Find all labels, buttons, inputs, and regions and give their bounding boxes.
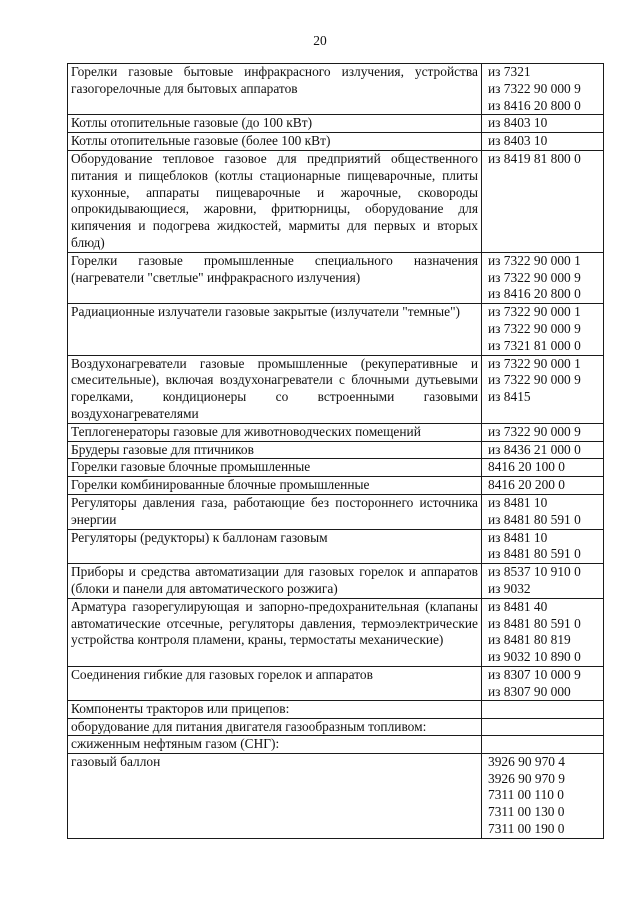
tn-ved-code: 8416 20 200 0 xyxy=(488,477,565,493)
tn-ved-code: из 8416 20 800 0 xyxy=(488,286,581,302)
tn-ved-code: из 8481 40 xyxy=(488,598,548,614)
tn-ved-code-cell xyxy=(482,736,604,753)
tn-ved-code-cell xyxy=(482,355,604,423)
table-row xyxy=(68,736,604,753)
tn-ved-code: из 7321 xyxy=(488,64,531,79)
tn-ved-code: из 8403 10 xyxy=(488,115,548,131)
tn-ved-code-cell xyxy=(482,477,604,495)
table-row xyxy=(68,150,604,252)
tn-ved-code: из 8307 90 000 xyxy=(488,683,571,699)
tn-ved-code-cell xyxy=(482,133,604,151)
product-name-cell: Приборы и средства автоматизации для газовых горелок и аппаратов (блоки и панели для автоматического розжига) xyxy=(68,564,482,599)
product-name-cell: Соединения гибкие для газовых горелок и аппаратов xyxy=(68,666,482,701)
product-name-cell: Компоненты тракторов или прицепов: xyxy=(68,701,482,718)
tn-ved-code: 8416 20 100 0 xyxy=(488,459,565,475)
table-row xyxy=(68,701,604,718)
product-name-cell: оборудование для питания двигателя газообразным топливом: xyxy=(68,718,482,735)
tn-ved-code: из 7322 90 000 9 xyxy=(488,372,581,388)
tn-ved-code: из 7322 90 000 9 xyxy=(488,80,581,96)
tn-ved-code: из 7322 90 000 1 xyxy=(488,355,581,371)
product-name-cell: Котлы отопительные газовые (до 100 кВт) xyxy=(68,115,482,133)
tn-ved-code: из 7322 90 000 1 xyxy=(488,304,581,320)
tn-ved-code: из 8481 80 591 0 xyxy=(488,546,581,562)
tn-ved-code-cell xyxy=(482,701,604,718)
tn-ved-code-cell xyxy=(482,150,604,252)
product-name-cell: Регуляторы давления газа, работающие без постороннего источника энергии xyxy=(68,494,482,529)
product-name-cell: Горелки газовые промышленные специального назначения (нагреватели "светлые" инфракрасного излучения) xyxy=(68,252,482,303)
table-row xyxy=(68,718,604,735)
table-row xyxy=(68,666,604,701)
tn-ved-code: из 8481 10 xyxy=(488,494,548,510)
table-row xyxy=(68,564,604,599)
table-body xyxy=(68,64,604,839)
tn-ved-code: 7311 00 110 0 xyxy=(488,787,565,803)
product-name-cell: Теплогенераторы газовые для животноводческих помещений xyxy=(68,423,482,441)
product-name-cell: Горелки газовые бытовые инфракрасного излучения, устройства газогорелочные для бытовых аппаратов xyxy=(68,64,482,115)
tn-ved-code: из 8481 80 819 xyxy=(488,632,571,648)
tn-ved-code: 7311 00 130 0 xyxy=(488,804,565,820)
tn-ved-code: из 7322 90 000 1 xyxy=(488,252,581,268)
tn-ved-code-cell xyxy=(482,64,604,115)
tn-ved-code: из 8436 21 000 0 xyxy=(488,441,581,457)
tn-ved-code: из 8419 81 800 0 xyxy=(488,150,581,166)
tn-ved-code-cell xyxy=(482,666,604,701)
tn-ved-code-cell xyxy=(482,718,604,735)
table-row xyxy=(68,598,604,666)
tn-ved-code: 3926 90 970 9 xyxy=(488,770,565,786)
table-row xyxy=(68,477,604,495)
tn-ved-code-cell xyxy=(482,459,604,477)
tn-ved-code: из 7322 90 000 9 xyxy=(488,320,581,336)
page-number: 20 xyxy=(313,33,327,48)
product-code-table xyxy=(67,63,604,839)
tn-ved-code: из 8481 10 xyxy=(488,529,548,545)
tn-ved-code-cell xyxy=(482,598,604,666)
product-name-cell: Котлы отопительные газовые (более 100 кВт) xyxy=(68,133,482,151)
product-name-cell: Оборудование тепловое газовое для предприятий общественного питания и пищеблоков (котлы стационарные пищеварочные, плиты кухонные, аппараты пищеварочные и жарочные, сковороды опрокидывающиеся, жаровни, фритюрницы, оборудование для кипячения и подогрева жидкостей, мармиты для первых и вторых блюд) xyxy=(68,150,482,252)
tn-ved-code: из 8481 80 591 0 xyxy=(488,615,581,631)
tn-ved-code-cell xyxy=(482,115,604,133)
product-name-cell: газовый баллон xyxy=(68,753,482,838)
tn-ved-code: 3926 90 970 4 xyxy=(488,753,565,769)
tn-ved-code: из 9032 xyxy=(488,580,531,596)
tn-ved-code-cell xyxy=(482,529,604,564)
product-name-cell: Горелки комбинированные блочные промышленные xyxy=(68,477,482,495)
tn-ved-code: из 7321 81 000 0 xyxy=(488,337,581,353)
product-name-cell: Брудеры газовые для птичников xyxy=(68,441,482,459)
tn-ved-code-cell xyxy=(482,441,604,459)
tn-ved-code-cell xyxy=(482,252,604,303)
table-row xyxy=(68,355,604,423)
product-name-cell: Арматура газорегулирующая и запорно-предохранительная (клапаны автоматические отсечные, регуляторы давления, термоэлектрические устройства контроля пламени, краны, термостаты механические) xyxy=(68,598,482,666)
tn-ved-code: из 8403 10 xyxy=(488,133,548,149)
product-name-cell: Горелки газовые блочные промышленные xyxy=(68,459,482,477)
table-row xyxy=(68,529,604,564)
tn-ved-code: 7311 00 190 0 xyxy=(488,820,565,836)
table-row xyxy=(68,64,604,115)
table-row xyxy=(68,441,604,459)
table-row xyxy=(68,494,604,529)
table-row xyxy=(68,115,604,133)
tn-ved-code: из 8481 80 591 0 xyxy=(488,511,581,527)
table-row xyxy=(68,304,604,355)
table-row xyxy=(68,753,604,838)
tn-ved-code: из 7322 90 000 9 xyxy=(488,269,581,285)
tn-ved-code-cell xyxy=(482,753,604,838)
tn-ved-code: из 8307 10 000 9 xyxy=(488,666,581,682)
product-name-cell: Радиационные излучатели газовые закрытые (излучатели "темные") xyxy=(68,304,482,355)
tn-ved-code-cell xyxy=(482,494,604,529)
table-row xyxy=(68,252,604,303)
tn-ved-code: из 8415 xyxy=(488,389,531,405)
table-row xyxy=(68,133,604,151)
tn-ved-code: из 8416 20 800 0 xyxy=(488,97,581,113)
tn-ved-code: из 7322 90 000 9 xyxy=(488,423,581,439)
product-name-cell: Воздухонагреватели газовые промышленные (рекуперативные и смесительные), включая воздухонагреватели с блочными дутьевыми горелками, кондиционеры со встроенными газовыми воздухонагревателями xyxy=(68,355,482,423)
tn-ved-code: из 9032 10 890 0 xyxy=(488,649,581,665)
tn-ved-code-cell xyxy=(482,564,604,599)
tn-ved-code-cell xyxy=(482,423,604,441)
table-row xyxy=(68,459,604,477)
table-row xyxy=(68,423,604,441)
tn-ved-code: из 8537 10 910 0 xyxy=(488,564,581,580)
product-name-cell: Регуляторы (редукторы) к баллонам газовым xyxy=(68,529,482,564)
tn-ved-code-cell xyxy=(482,304,604,355)
product-name-cell: сжиженным нефтяным газом (СНГ): xyxy=(68,736,482,753)
